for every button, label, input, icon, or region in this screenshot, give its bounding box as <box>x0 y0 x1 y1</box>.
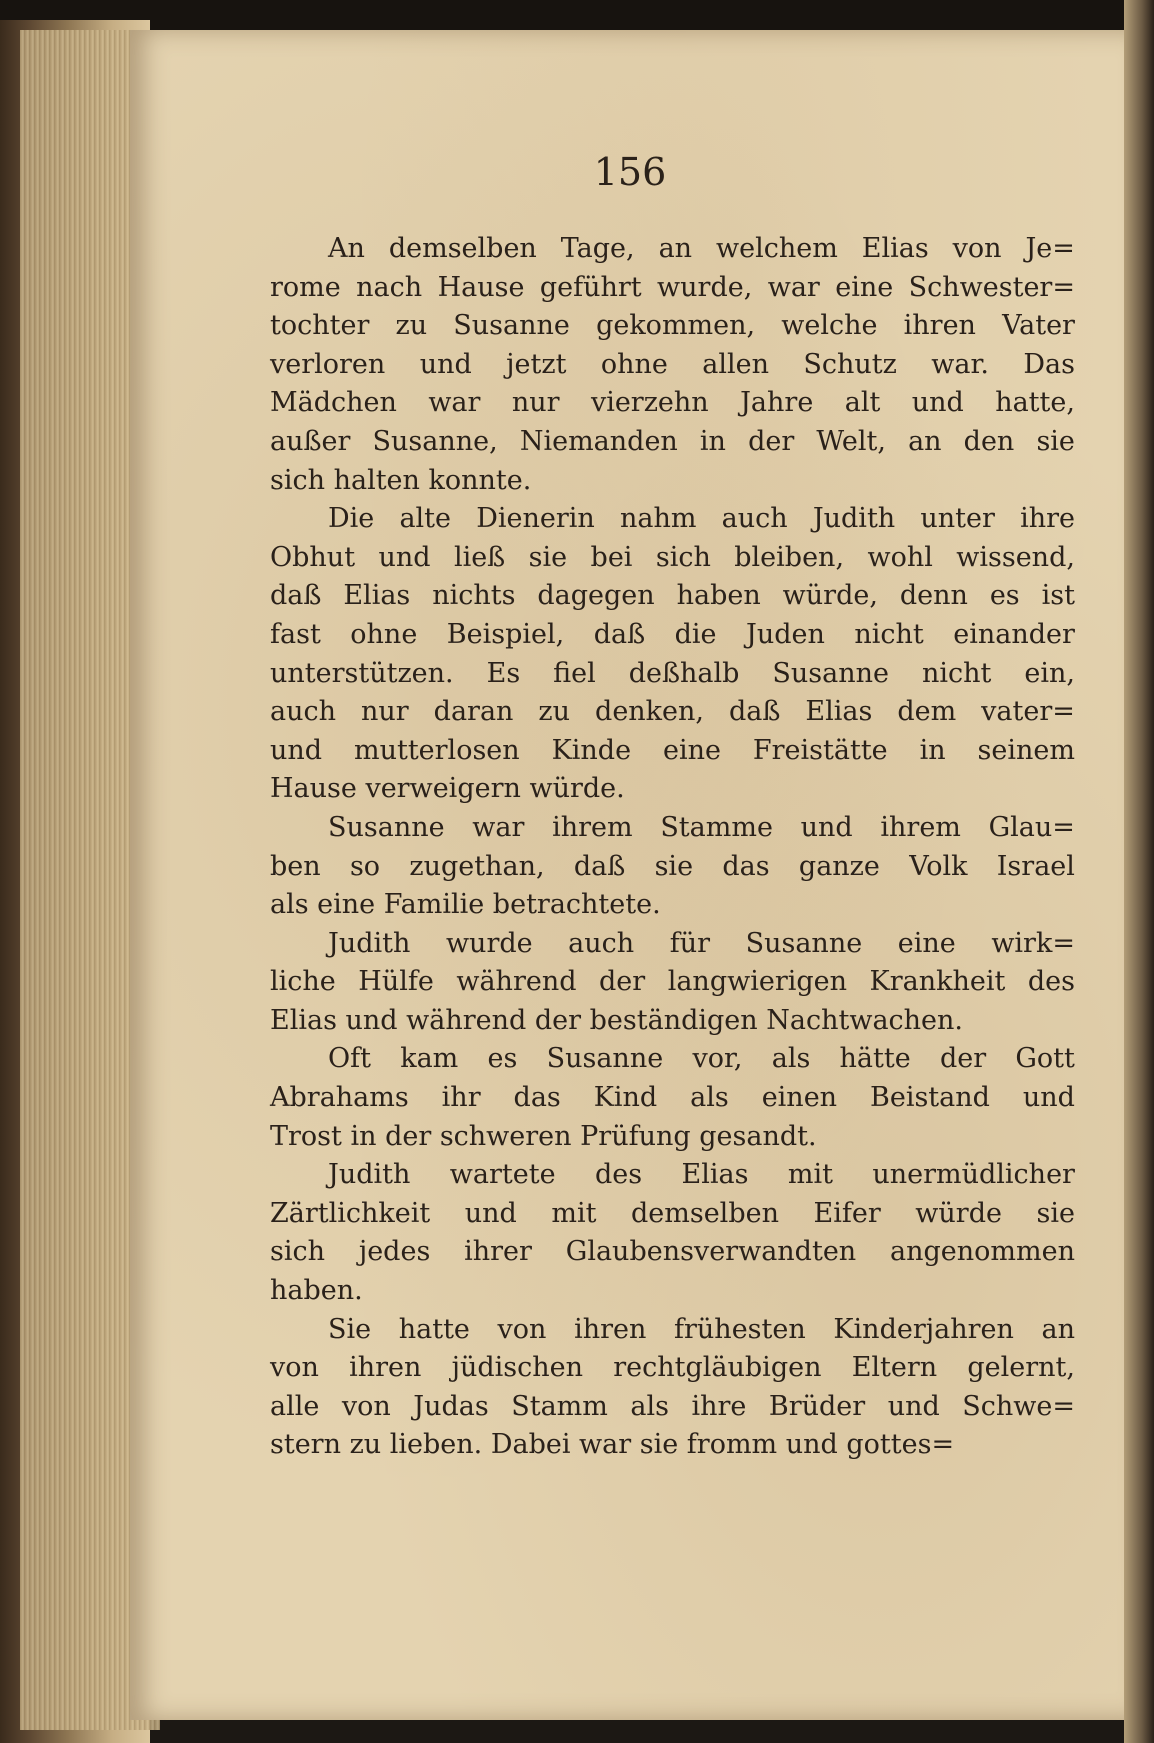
text-line: haben. <box>270 1275 363 1307</box>
text-line: tochter zu Susanne gekommen, welche ihren Vater <box>270 310 1075 342</box>
text-line: von ihren jüdischen rechtgläubigen Eltern gelernt, <box>270 1352 1075 1384</box>
text-line: Obhut und ließ sie bei sich bleiben, wohl wissend, <box>270 541 1075 573</box>
text-line: alle von Judas Stamm als ihre Brüder und Schwe= <box>270 1390 1075 1422</box>
text-line: unterstützen. Es fiel deßhalb Susanne nicht ein, <box>270 657 1075 689</box>
text-line: rome nach Hause geführt wurde, war eine Schwester= <box>270 271 1075 303</box>
text-line: als eine Familie betrachtete. <box>270 889 661 921</box>
text-line: Judith wartete des Elias mit unermüdlicher <box>328 1159 1075 1191</box>
text-line: liche Hülfe während der langwierigen Krankheit des <box>270 966 1075 998</box>
text-line: auch nur daran zu denken, daß Elias dem vater= <box>270 696 1075 728</box>
text-line: außer Susanne, Niemanden in der Welt, an den sie <box>270 425 1075 457</box>
text-line: An demselben Tage, an welchem Elias von Je= <box>328 233 1075 264</box>
text-line: Hause verweigern würde. <box>270 773 625 805</box>
text-line: Mädchen war nur vierzehn Jahre alt und hatte, <box>270 387 1075 419</box>
text-line: fast ohne Beispiel, daß die Juden nicht einander <box>270 618 1075 650</box>
text-line: sich jedes ihrer Glaubensverwandten angenommen <box>270 1236 1075 1268</box>
text-line: und mutterlosen Kinde eine Freistätte in seinem <box>270 734 1075 766</box>
text-line: verloren und jetzt ohne allen Schutz war. Das <box>270 348 1075 380</box>
paragraph <box>270 1040 1075 1156</box>
body-text <box>270 230 1075 1465</box>
text-line: ben so zugethan, daß sie das ganze Volk Israel <box>270 850 1075 882</box>
text-line: Sie hatte von ihren frühesten Kinderjahren an <box>328 1313 1075 1345</box>
text-line: Zärtlichkeit und mit demselben Eifer würde sie <box>270 1197 1075 1229</box>
text-line: stern zu lieben. Dabei war sie fromm und gottes= <box>270 1429 955 1461</box>
paragraph <box>270 230 1075 500</box>
page-number: 156 <box>593 150 667 194</box>
text-line: daß Elias nichts dagegen haben würde, denn es ist <box>270 580 1075 612</box>
facing-page-edge <box>1124 0 1154 1743</box>
paragraph <box>270 1156 1075 1310</box>
paragraph <box>270 809 1075 925</box>
scan-background <box>0 0 1154 30</box>
text-line: Abrahams ihr das Kind als einen Beistand und <box>270 1082 1075 1114</box>
text-line: Oft kam es Susanne vor, als hätte der Gott <box>328 1043 1075 1075</box>
paragraph <box>270 925 1075 1041</box>
text-line: Susanne war ihrem Stamme und ihrem Glau= <box>328 811 1075 843</box>
text-line: Elias und während der beständigen Nachtwachen. <box>270 1004 964 1036</box>
text-line: Die alte Dienerin nahm auch Judith unter ihre <box>328 503 1075 535</box>
text-line: Trost in der schweren Prüfung gesandt. <box>270 1120 817 1152</box>
text-line: sich halten konnte. <box>270 464 532 496</box>
text-line: Judith wurde auch für Susanne eine wirk= <box>328 927 1075 959</box>
paragraph <box>270 500 1075 809</box>
paragraph <box>270 1311 1075 1465</box>
